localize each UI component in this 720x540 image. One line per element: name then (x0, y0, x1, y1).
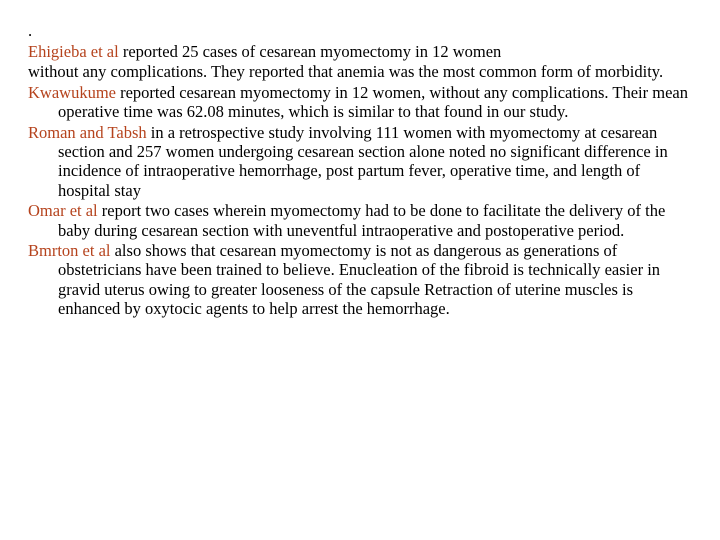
leading-mark: . (28, 21, 33, 40)
paragraph-roman-tabsh (28, 123, 692, 201)
paragraph-text: in a retrospective study involving 111 women with myomectomy at cesarean section and 257 women undergoing cesarean section alone noted no significant difference in incidence of intraoperative hemorrhage, post partum fever, operative time, and length of hospital stay (58, 122, 668, 200)
paragraph-text: reported cesarean myomectomy in 12 women, without any complications. Their mean operative time was 62.08 minutes, which is similar to that found in our study. (58, 82, 688, 122)
paragraph-ehigieba (28, 42, 692, 61)
paragraph-text: without any complications. They reported that anemia was the most common form of morbidity. (28, 62, 664, 82)
paragraph-text: report two cases wherein myomectomy had to be done to facilitate the delivery of the baby during cesarean section with uneventful intraoperative and postoperative period. (58, 201, 666, 240)
author-citation: Bmrton et al (28, 241, 111, 261)
author-citation: Kwawukume (28, 82, 116, 102)
paragraph-complications (28, 62, 692, 81)
paragraph-kwawukume (28, 83, 692, 122)
author-citation: Ehigieba et al (28, 42, 119, 61)
author-citation: Omar et al (28, 201, 98, 221)
paragraph-text: also shows that cesarean myomectomy is not as dangerous as generations of obstetricians have been trained to believe. Enucleation of the fibroid is technically easier in gravid uterus owing to greater looseness of the capsule Retraction of uterine muscles is enhanced by oxytocic agents to help arrest the hemorrhage. (58, 241, 661, 319)
author-citation: Roman and Tabsh (28, 122, 147, 142)
slide-body (28, 20, 692, 320)
paragraph-omar (28, 201, 692, 240)
paragraph-bmrton (28, 241, 692, 319)
paragraph-text: reported 25 cases of cesarean myomectomy in 12 women (118, 42, 502, 61)
